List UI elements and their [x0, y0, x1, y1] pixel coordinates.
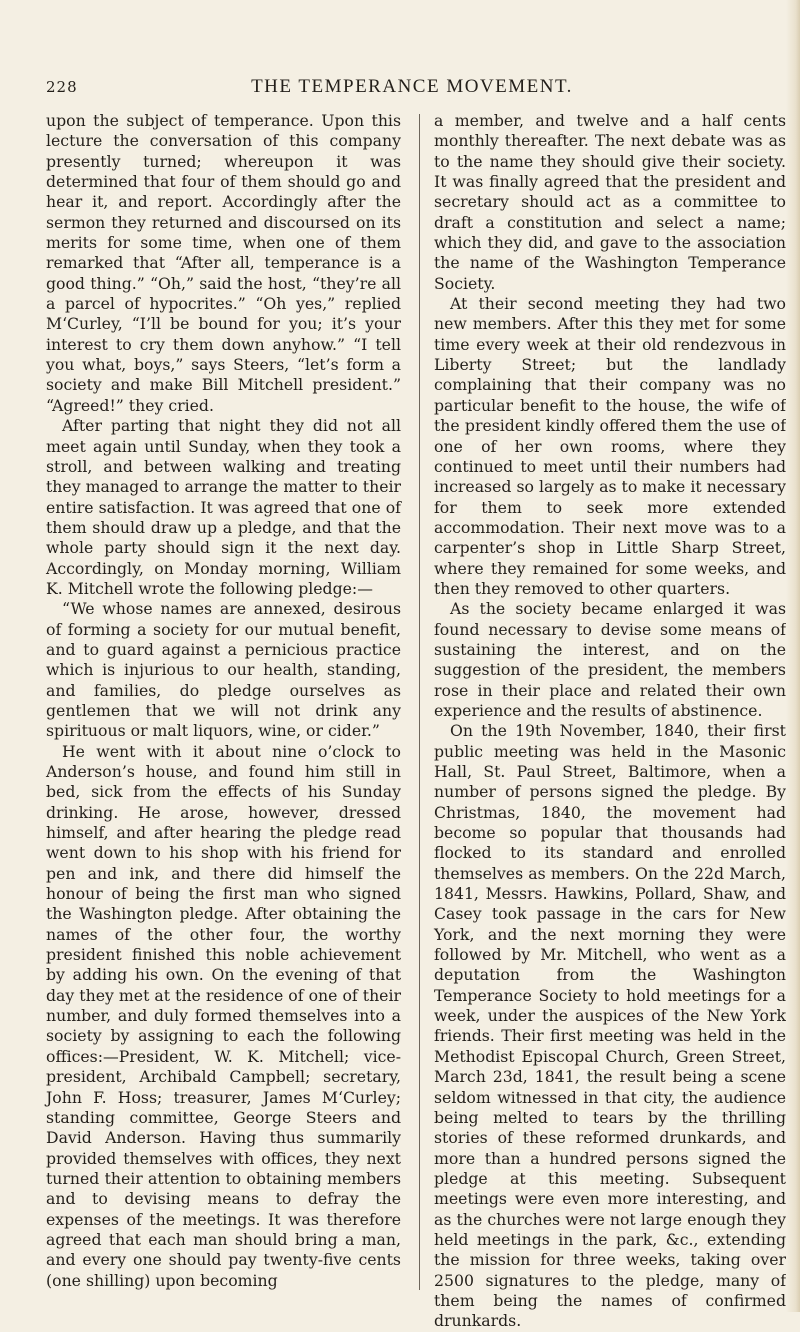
paragraph: upon the subject of temperance. Upon this lecture the conversation of this company presently turned; whereupon it was determined that four of them should go and hear it, and report. Accordingly after the sermon they returned and discoursed on its merits for some time, when one of them remarked that “After all, temperance is a good thing.” “Oh,” said the host, “they’re all a parcel of hypocrites.” “Oh yes,” replied M‘Curley, “I’ll be bound for you; it’s your interest to cry them down anyhow.” “I tell you what, boys,” says Steers, “let’s form a society and make Bill Mitchell president.” “Agreed!” they cried.: [46, 111, 401, 415]
pledge-quote: “We whose names are annexed, desirous of forming a society for our mutual benefit, and to guard against a pernicious practice which is injurious to our health, standing, and families, do pledge ourselves as gentlemen that we will not drink any spirituous or malt liquors, wine, or cider.”: [46, 599, 401, 741]
page-edge: [786, 0, 800, 1312]
paragraph: a member, and twelve and a half cents monthly thereafter. The next debate was as to the name they should give their society. It was finally agreed that the president and secretary should act as a committee to draft a constitution and select a name; which they did, and gave to the association the name of the Washington Temperance Society.: [434, 111, 786, 293]
paragraph: He went with it about nine o’clock to Anderson’s house, and found him still in bed, sick from the effects of his Sunday drinking. He arose, however, dressed himself, and after hearing the pledge read went down to his shop with his friend for pen and ink, and there did himself the honour of being the first man who signed the Washington pledge. After obtaining the names of the other four, the worthy president finished this noble achievement by adding his own. On the evening of that day they met at the residence of one of their number, and duly formed themselves into a society by assigning to each the following offices:—President, W. K. Mitchell; vice-president, Archibald Campbell; secretary, John F. Hoss; treasurer, James M‘Curley; standing committee, George Steers and David Anderson. Having thus summarily provided themselves with offices, they next turned their attention to obtaining members and to devising means to defray the expenses of the meetings. It was therefore agreed that each man should bring a man, and every one should pay twenty-five cents (one shilling) upon becoming: [46, 741, 401, 1290]
column-divider: [419, 114, 420, 1290]
right-column: [434, 111, 786, 1332]
paragraph: At their second meeting they had two new members. After this they met for some time every week at their old rendezvous in Liberty Street; but the landlady complaining that their company was no particular benefit to the house, the wife of the president kindly offered them the use of one of her own rooms, where they continued to meet until their numbers had increased so largely as to make it necessary for them to seek more extended accommodation. Their next move was to a carpenter’s shop in Little Sharp Street, where they remained for some weeks, and then they removed to other quarters.: [434, 294, 786, 598]
page-number: 228: [46, 78, 78, 96]
page-header: [46, 76, 778, 106]
paragraph: After parting that night they did not all meet again until Sunday, when they took a stroll, and between walking and treating they managed to arrange the matter to their entire satisfaction. It was agreed that one of them should draw up a pledge, and that the whole party should sign it the next day. Accordingly, on Monday morning, William K. Mitchell wrote the following pledge:—: [46, 416, 401, 598]
left-column: [46, 111, 401, 1291]
running-title: THE TEMPERANCE MOVEMENT.: [251, 76, 573, 97]
paragraph: On the 19th November, 1840, their first public meeting was held in the Masonic Hall, St. Paul Street, Baltimore, when a number of persons signed the pledge. By Christmas, 1840, the movement had become so popular that thousands had flocked to its standard and enrolled themselves as members. On the 22d March, 1841, Messrs. Hawkins, Pollard, Shaw, and Casey took passage in the cars for New York, and the next morning they were followed by Mr. Mitchell, who went as a deputation from the Washington Temperance Society to hold meetings for a week, under the auspices of the New York friends. Their first meeting was held in the Methodist Episcopal Church, Green Street, March 23d, 1841, the result being a scene seldom witnessed in that city, the audience being melted to tears by the thrilling stories of these reformed drunkards, and more than a hundred persons signed the pledge at this meeting. Subsequent meetings were even more interesting, and as the churches were not large enough they held meetings in the park, &c., extending the mission for three weeks, taking over 2500 signatures to the pledge, many of them being the names of confirmed drunkards.: [434, 721, 786, 1331]
paragraph: As the society became enlarged it was found necessary to devise some means of sustaining the interest, and on the suggestion of the president, the members rose in their place and related their own experience and the results of abstinence.: [434, 599, 786, 720]
